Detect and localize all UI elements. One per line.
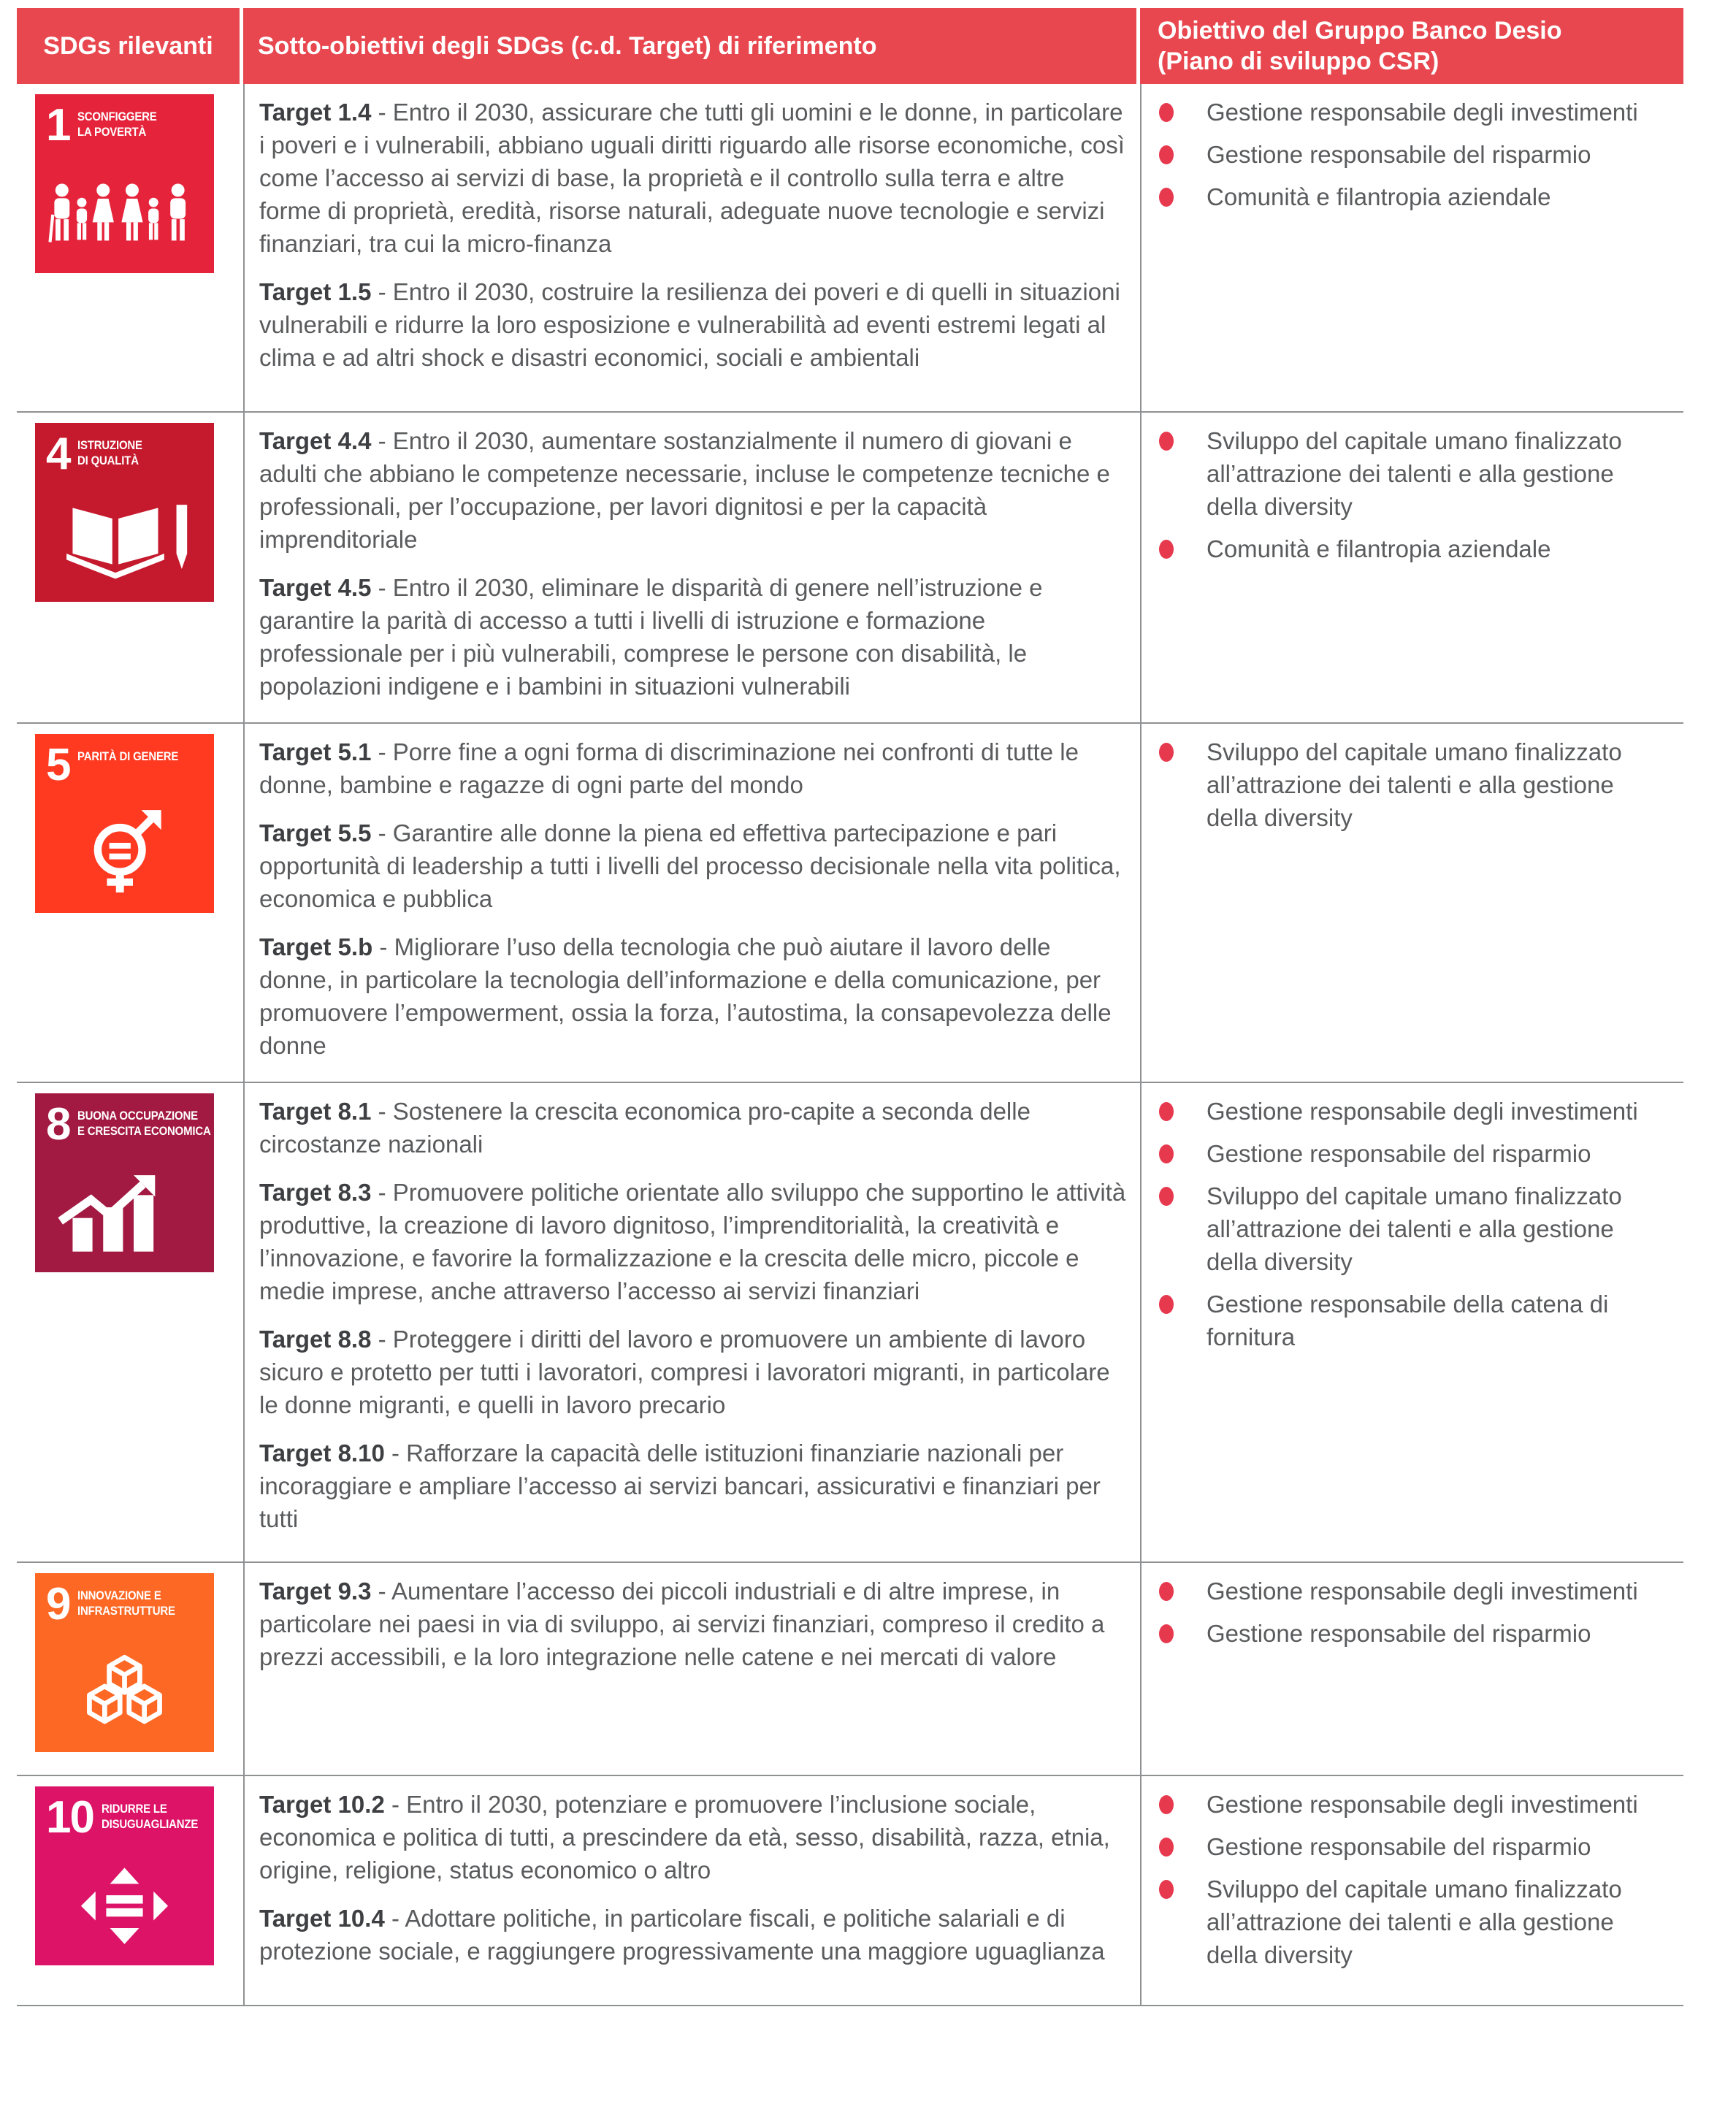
objective-text: Sviluppo del capitale umano finalizzato all’attrazione dei talenti e alla gestione della diversity xyxy=(1207,427,1622,520)
bullet-icon xyxy=(1159,743,1174,762)
bullet-icon xyxy=(1159,432,1174,451)
objective-text: Gestione responsabile del risparmio xyxy=(1207,141,1591,168)
sdg-tile-head xyxy=(35,1786,214,1843)
target-paragraph xyxy=(259,571,1127,703)
target-label: Target 1.5 xyxy=(259,278,372,305)
target-paragraph xyxy=(259,1788,1127,1886)
objective-item xyxy=(1159,1830,1643,1863)
target-label: Target 5.1 xyxy=(259,738,372,765)
bullet-icon xyxy=(1159,1295,1174,1314)
sdg1-family-figures-icon xyxy=(48,183,201,244)
objective-item xyxy=(1159,180,1643,213)
objective-text: Gestione responsabile del risparmio xyxy=(1207,1833,1591,1860)
bullet-icon xyxy=(1159,103,1174,122)
table-row xyxy=(17,1082,1683,1561)
target-text: - Rafforzare la capacità delle istituzioni finanziarie nazionali per incoraggiare e ampliare l’accesso ai servizi bancari, assicurativi e finanziari per tutti xyxy=(259,1440,1101,1532)
target-text: - Adottare politiche, in particolare fiscali, e politiche salariali e di protezione sociale, e raggiungere progressivamente una maggiore uguaglianza xyxy=(259,1905,1105,1965)
objective-text: Gestione responsabile del risparmio xyxy=(1207,1140,1591,1167)
targets-cell xyxy=(243,84,1140,411)
objective-item xyxy=(1159,1137,1643,1170)
sdg-art xyxy=(48,1854,201,1957)
target-label: Target 4.5 xyxy=(259,574,372,601)
targets-cell xyxy=(243,724,1140,1082)
bullet-icon xyxy=(1159,1144,1174,1163)
sdg-tile xyxy=(35,94,214,273)
sdg-number: 9 xyxy=(46,1579,70,1629)
sdg-mapping-table xyxy=(17,8,1683,2006)
sdg-title: SCONFIGGERE LA POVERTÀ xyxy=(77,110,158,139)
sdg-cell xyxy=(17,413,243,722)
target-paragraph xyxy=(259,817,1127,915)
sdg-number: 8 xyxy=(46,1099,70,1150)
header-sdgs-rilevanti xyxy=(17,8,243,84)
sdg5-gender-equality-icon xyxy=(48,808,201,897)
sdg-cell xyxy=(17,724,243,1082)
sdg-cell xyxy=(17,1563,243,1775)
bullet-icon xyxy=(1159,1187,1174,1206)
objective-item xyxy=(1159,1288,1643,1353)
objectives-cell xyxy=(1140,84,1683,411)
sdg-cell xyxy=(17,84,243,411)
target-paragraph xyxy=(259,1575,1127,1673)
sdg-title: INNOVAZIONE E INFRASTRUTTURE xyxy=(77,1588,176,1618)
objective-item xyxy=(1159,1788,1643,1821)
table-body xyxy=(17,84,1683,2006)
objective-item xyxy=(1159,1180,1643,1278)
bullet-icon xyxy=(1159,1582,1174,1601)
objective-text: Gestione responsabile degli investimenti xyxy=(1207,1098,1638,1125)
objective-text: Gestione responsabile degli investimenti xyxy=(1207,1578,1638,1605)
objective-item xyxy=(1159,735,1643,834)
target-text: - Sostenere la crescita economica pro-capite a seconda delle circostanze nazionali xyxy=(259,1098,1030,1158)
sdg-title: BUONA OCCUPAZIONE E CRESCITA ECONOMICA xyxy=(77,1109,212,1138)
objective-text: Sviluppo del capitale umano finalizzato all’attrazione dei talenti e alla gestione della diversity xyxy=(1207,1876,1622,1968)
objective-text: Sviluppo del capitale umano finalizzato all’attrazione dei talenti e alla gestione della diversity xyxy=(1207,738,1622,831)
sdg-art xyxy=(48,1161,201,1263)
header-obiettivo-gruppo xyxy=(1140,8,1683,84)
sdg4-book-pencil-icon xyxy=(48,502,201,581)
bullet-icon xyxy=(1159,1880,1174,1899)
targets-cell xyxy=(243,1776,1140,2005)
target-paragraph xyxy=(259,1902,1127,1968)
bullet-icon xyxy=(1159,540,1174,559)
header-col3-line2: (Piano di sviluppo CSR) xyxy=(1158,47,1439,75)
sdg-title: PARITÀ DI GENERE xyxy=(77,749,179,763)
objectives-cell xyxy=(1140,724,1683,1082)
objective-item xyxy=(1159,138,1643,171)
target-text: - Porre fine a ogni forma di discriminazione nei confronti di tutte le donne, bambine e ragazze di ogni parte del mondo xyxy=(259,738,1079,798)
target-paragraph xyxy=(259,1437,1127,1535)
table-row xyxy=(17,722,1683,1082)
bullet-icon xyxy=(1159,1102,1174,1121)
targets-cell xyxy=(243,1083,1140,1561)
objective-item xyxy=(1159,1095,1643,1128)
header-col2-label: Sotto-obiettivi degli SDGs (c.d. Target) di riferimento xyxy=(258,32,877,60)
target-label: Target 8.10 xyxy=(259,1440,385,1467)
target-text: - Entro il 2030, aumentare sostanzialmente il numero di giovani e adulti che abbiano le competenze necessarie, incluse le competenze tecniche e professionali, per l’occupazione, per lavori dignitosi e per la capacità imprenditoriale xyxy=(259,427,1110,553)
sdg-number: 4 xyxy=(46,429,70,479)
sdg-number: 1 xyxy=(46,100,70,150)
target-text: - Garantire alle donne la piena ed effettiva partecipazione e pari opportunità di leadership a tutti i livelli del processo decisionale nella vita politica, economica e pubblica xyxy=(259,819,1121,912)
objective-text: Gestione responsabile degli investimenti xyxy=(1207,1791,1638,1818)
target-label: Target 10.4 xyxy=(259,1905,385,1932)
sdg-tile-head xyxy=(35,1093,214,1150)
sdg-number: 5 xyxy=(46,740,70,790)
target-label: Target 9.3 xyxy=(259,1578,372,1605)
target-text: - Entro il 2030, assicurare che tutti gli uomini e le donne, in particolare i poveri e i vulnerabili, abbiano uguali diritti riguardo alle risorse economiche, così come l’accesso ai servizi di base, la proprietà e il controllo sulla terra e altre forme di proprietà, eredità, risorse naturali, adeguate nuove tecnologie e servizi finanziari, tra cui la micro-finanza xyxy=(259,99,1125,257)
sdg-art xyxy=(48,1640,201,1743)
target-paragraph xyxy=(259,1176,1127,1307)
objectives-cell xyxy=(1140,1776,1683,2005)
objectives-list xyxy=(1159,1788,1643,1971)
sdg9-cubes-icon xyxy=(48,1654,201,1730)
target-text: - Entro il 2030, eliminare le disparità di genere nell’istruzione e garantire la parità di accesso a tutti i livelli di istruzione e formazione professionale per i più vulnerabili, comprese le persone con disabilità, le popolazioni indigene e i bambini in situazioni vulnerabili xyxy=(259,574,1043,700)
header-sotto-obiettivi xyxy=(243,8,1140,84)
target-label: Target 1.4 xyxy=(259,99,372,126)
table-row xyxy=(17,1775,1683,2005)
target-paragraph xyxy=(259,96,1127,260)
bullet-icon xyxy=(1159,1624,1174,1643)
sdg-tile xyxy=(35,1093,214,1272)
sdg-tile-head xyxy=(35,423,214,479)
table-header xyxy=(17,8,1683,84)
objectives-list xyxy=(1159,1095,1643,1353)
objective-text: Comunità e filantropia aziendale xyxy=(1207,535,1551,562)
sdg10-equality-arrows-icon xyxy=(48,1861,201,1949)
table-row xyxy=(17,84,1683,411)
sdg-title: RIDURRE LE DISUGUAGLIANZE xyxy=(101,1802,199,1831)
target-label: Target 4.4 xyxy=(259,427,372,454)
objective-item xyxy=(1159,1617,1643,1650)
targets-cell xyxy=(243,413,1140,722)
bullet-icon xyxy=(1159,1795,1174,1814)
objective-item xyxy=(1159,424,1643,523)
target-label: Target 8.1 xyxy=(259,1098,372,1125)
bullet-icon xyxy=(1159,1838,1174,1857)
sdg-art xyxy=(48,490,201,593)
sdg-tile-head xyxy=(35,94,214,150)
sdg-cell xyxy=(17,1083,243,1561)
sdg-art xyxy=(48,161,201,264)
sdg-title: ISTRUZIONE DI QUALITÀ xyxy=(77,438,143,467)
sdg-tile xyxy=(35,734,214,913)
target-text: - Aumentare l’accesso dei piccoli industriali e di altre imprese, in particolare nei paesi in via di sviluppo, ai servizi finanziari, compreso il credito a prezzi accessibili, e la loro integrazione nelle catene e nei mercati di valore xyxy=(259,1578,1105,1670)
target-text: - Entro il 2030, potenziare e promuovere l’inclusione sociale, economica e politica di tutti, a prescindere da età, sesso, disabilità, razza, etnia, origine, religione, status economico o altro xyxy=(259,1791,1110,1884)
target-paragraph xyxy=(259,930,1127,1062)
sdg-number: 10 xyxy=(46,1792,93,1843)
objective-text: Gestione responsabile del risparmio xyxy=(1207,1620,1591,1647)
target-label: Target 10.2 xyxy=(259,1791,385,1818)
bullet-icon xyxy=(1159,145,1174,164)
sdg-tile xyxy=(35,1786,214,1965)
objective-text: Gestione responsabile della catena di fornitura xyxy=(1207,1291,1609,1350)
objectives-list xyxy=(1159,424,1643,565)
target-paragraph xyxy=(259,735,1127,801)
objectives-list xyxy=(1159,1575,1643,1650)
header-col1-label: SDGs rilevanti xyxy=(43,32,213,60)
objective-text: Gestione responsabile degli investimenti xyxy=(1207,99,1638,126)
sdg-cell xyxy=(17,1776,243,2005)
objectives-cell xyxy=(1140,1563,1683,1775)
objective-item xyxy=(1159,532,1643,565)
objective-item xyxy=(1159,96,1643,129)
target-label: Target 5.5 xyxy=(259,819,372,846)
objectives-list xyxy=(1159,96,1643,213)
target-text: - Proteggere i diritti del lavoro e promuovere un ambiente di lavoro sicuro e protetto per tutti i lavoratori, compresi i lavoratori migranti, in particolare le donne migranti, e quelli in lavoro precario xyxy=(259,1326,1110,1418)
table-row xyxy=(17,1561,1683,1775)
sdg-tile xyxy=(35,423,214,602)
targets-cell xyxy=(243,1563,1140,1775)
target-paragraph xyxy=(259,1095,1127,1161)
objective-item xyxy=(1159,1873,1643,1971)
target-label: Target 8.8 xyxy=(259,1326,372,1353)
bullet-icon xyxy=(1159,188,1174,207)
sdg-tile xyxy=(35,1573,214,1752)
table-row xyxy=(17,411,1683,722)
objective-text: Comunità e filantropia aziendale xyxy=(1207,183,1551,210)
sdg-art xyxy=(48,801,201,904)
header-col3-line1: Obiettivo del Gruppo Banco Desio xyxy=(1158,17,1562,45)
target-text: - Entro il 2030, costruire la resilienza dei poveri e di quelli in situazioni vulnerabili e ridurre la loro esposizione e vulnerabilità ad eventi estremi legati al clima e ad altri shock e disastri economici, sociali e ambientali xyxy=(259,278,1120,371)
header-col3-label xyxy=(1158,15,1562,77)
target-paragraph xyxy=(259,1323,1127,1421)
target-paragraph xyxy=(259,424,1127,556)
target-label: Target 5.b xyxy=(259,933,373,960)
objective-item xyxy=(1159,1575,1643,1607)
target-label: Target 8.3 xyxy=(259,1179,372,1206)
sdg-tile-head xyxy=(35,1573,214,1629)
sdg-tile-head xyxy=(35,734,214,790)
objectives-list xyxy=(1159,735,1643,834)
target-text: - Migliorare l’uso della tecnologia che può aiutare il lavoro delle donne, in particolare la tecnologia dell’informazione e della comunicazione, per promuovere l’empowerment, ossia la forza, l’autostima, la consapevolezza delle donne xyxy=(259,933,1112,1059)
objectives-cell xyxy=(1140,413,1683,722)
objective-text: Sviluppo del capitale umano finalizzato all’attrazione dei talenti e alla gestione della diversity xyxy=(1207,1182,1622,1275)
sdg8-growth-chart-icon xyxy=(48,1172,201,1252)
target-paragraph xyxy=(259,275,1127,374)
target-text: - Promuovere politiche orientate allo sviluppo che supportino le attività produttive, la creazione di lavoro dignitoso, l’imprenditorialità, la creatività e l’innovazione, e favorire la formalizzazione e la crescita delle micro, piccole e medie imprese, anche attraverso l’accesso ai servizi finanziari xyxy=(259,1179,1126,1304)
objectives-cell xyxy=(1140,1083,1683,1561)
